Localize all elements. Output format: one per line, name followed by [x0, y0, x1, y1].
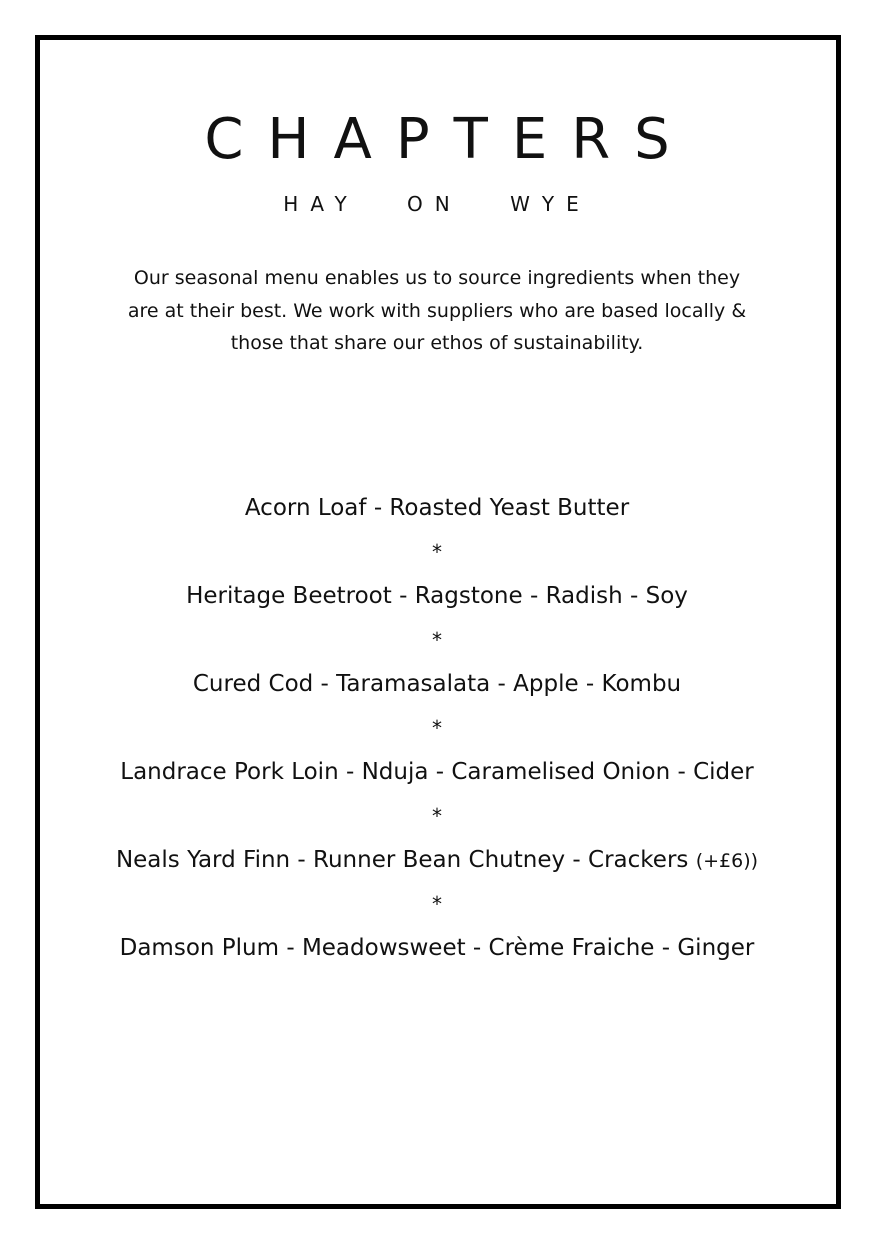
menu-course-1: [0, 490, 874, 526]
tasting-menu: [0, 490, 874, 966]
course-separator: *: [432, 716, 442, 740]
course-separator: *: [432, 628, 442, 652]
menu-course-2: [0, 578, 874, 614]
page-title: CHAPTERS: [204, 107, 694, 172]
course-dish: Landrace Pork Loin - Nduja - Caramelised Onion - Cider: [120, 759, 754, 785]
course-supplement: (+£6)): [695, 850, 759, 872]
course-dish: Damson Plum - Meadowsweet - Crème Fraiche - Ginger: [119, 935, 755, 961]
course-separator: *: [432, 804, 442, 828]
course-dish: Neals Yard Finn - Runner Bean Chutney - Crackers: [115, 847, 689, 873]
menu-course-5: [0, 842, 874, 878]
menu-course-3: [0, 666, 874, 702]
menu-course-6: [0, 930, 874, 966]
course-separator: *: [432, 892, 442, 916]
intro-paragraph: Our seasonal menu enables us to source ingredients when they are at their best. We work with suppliers who are based locally & those that share our ethos of sustainability.: [127, 267, 747, 354]
restaurant-location: HAY ON WYE: [283, 192, 591, 216]
menu-course-4: [0, 754, 874, 790]
course-separator: *: [432, 540, 442, 564]
course-dish: Cured Cod - Taramasalata - Apple - Kombu: [192, 671, 682, 697]
course-dish: Acorn Loaf - Roasted Yeast Butter: [244, 495, 630, 521]
course-dish: Heritage Beetroot - Ragstone - Radish - Soy: [186, 583, 688, 609]
